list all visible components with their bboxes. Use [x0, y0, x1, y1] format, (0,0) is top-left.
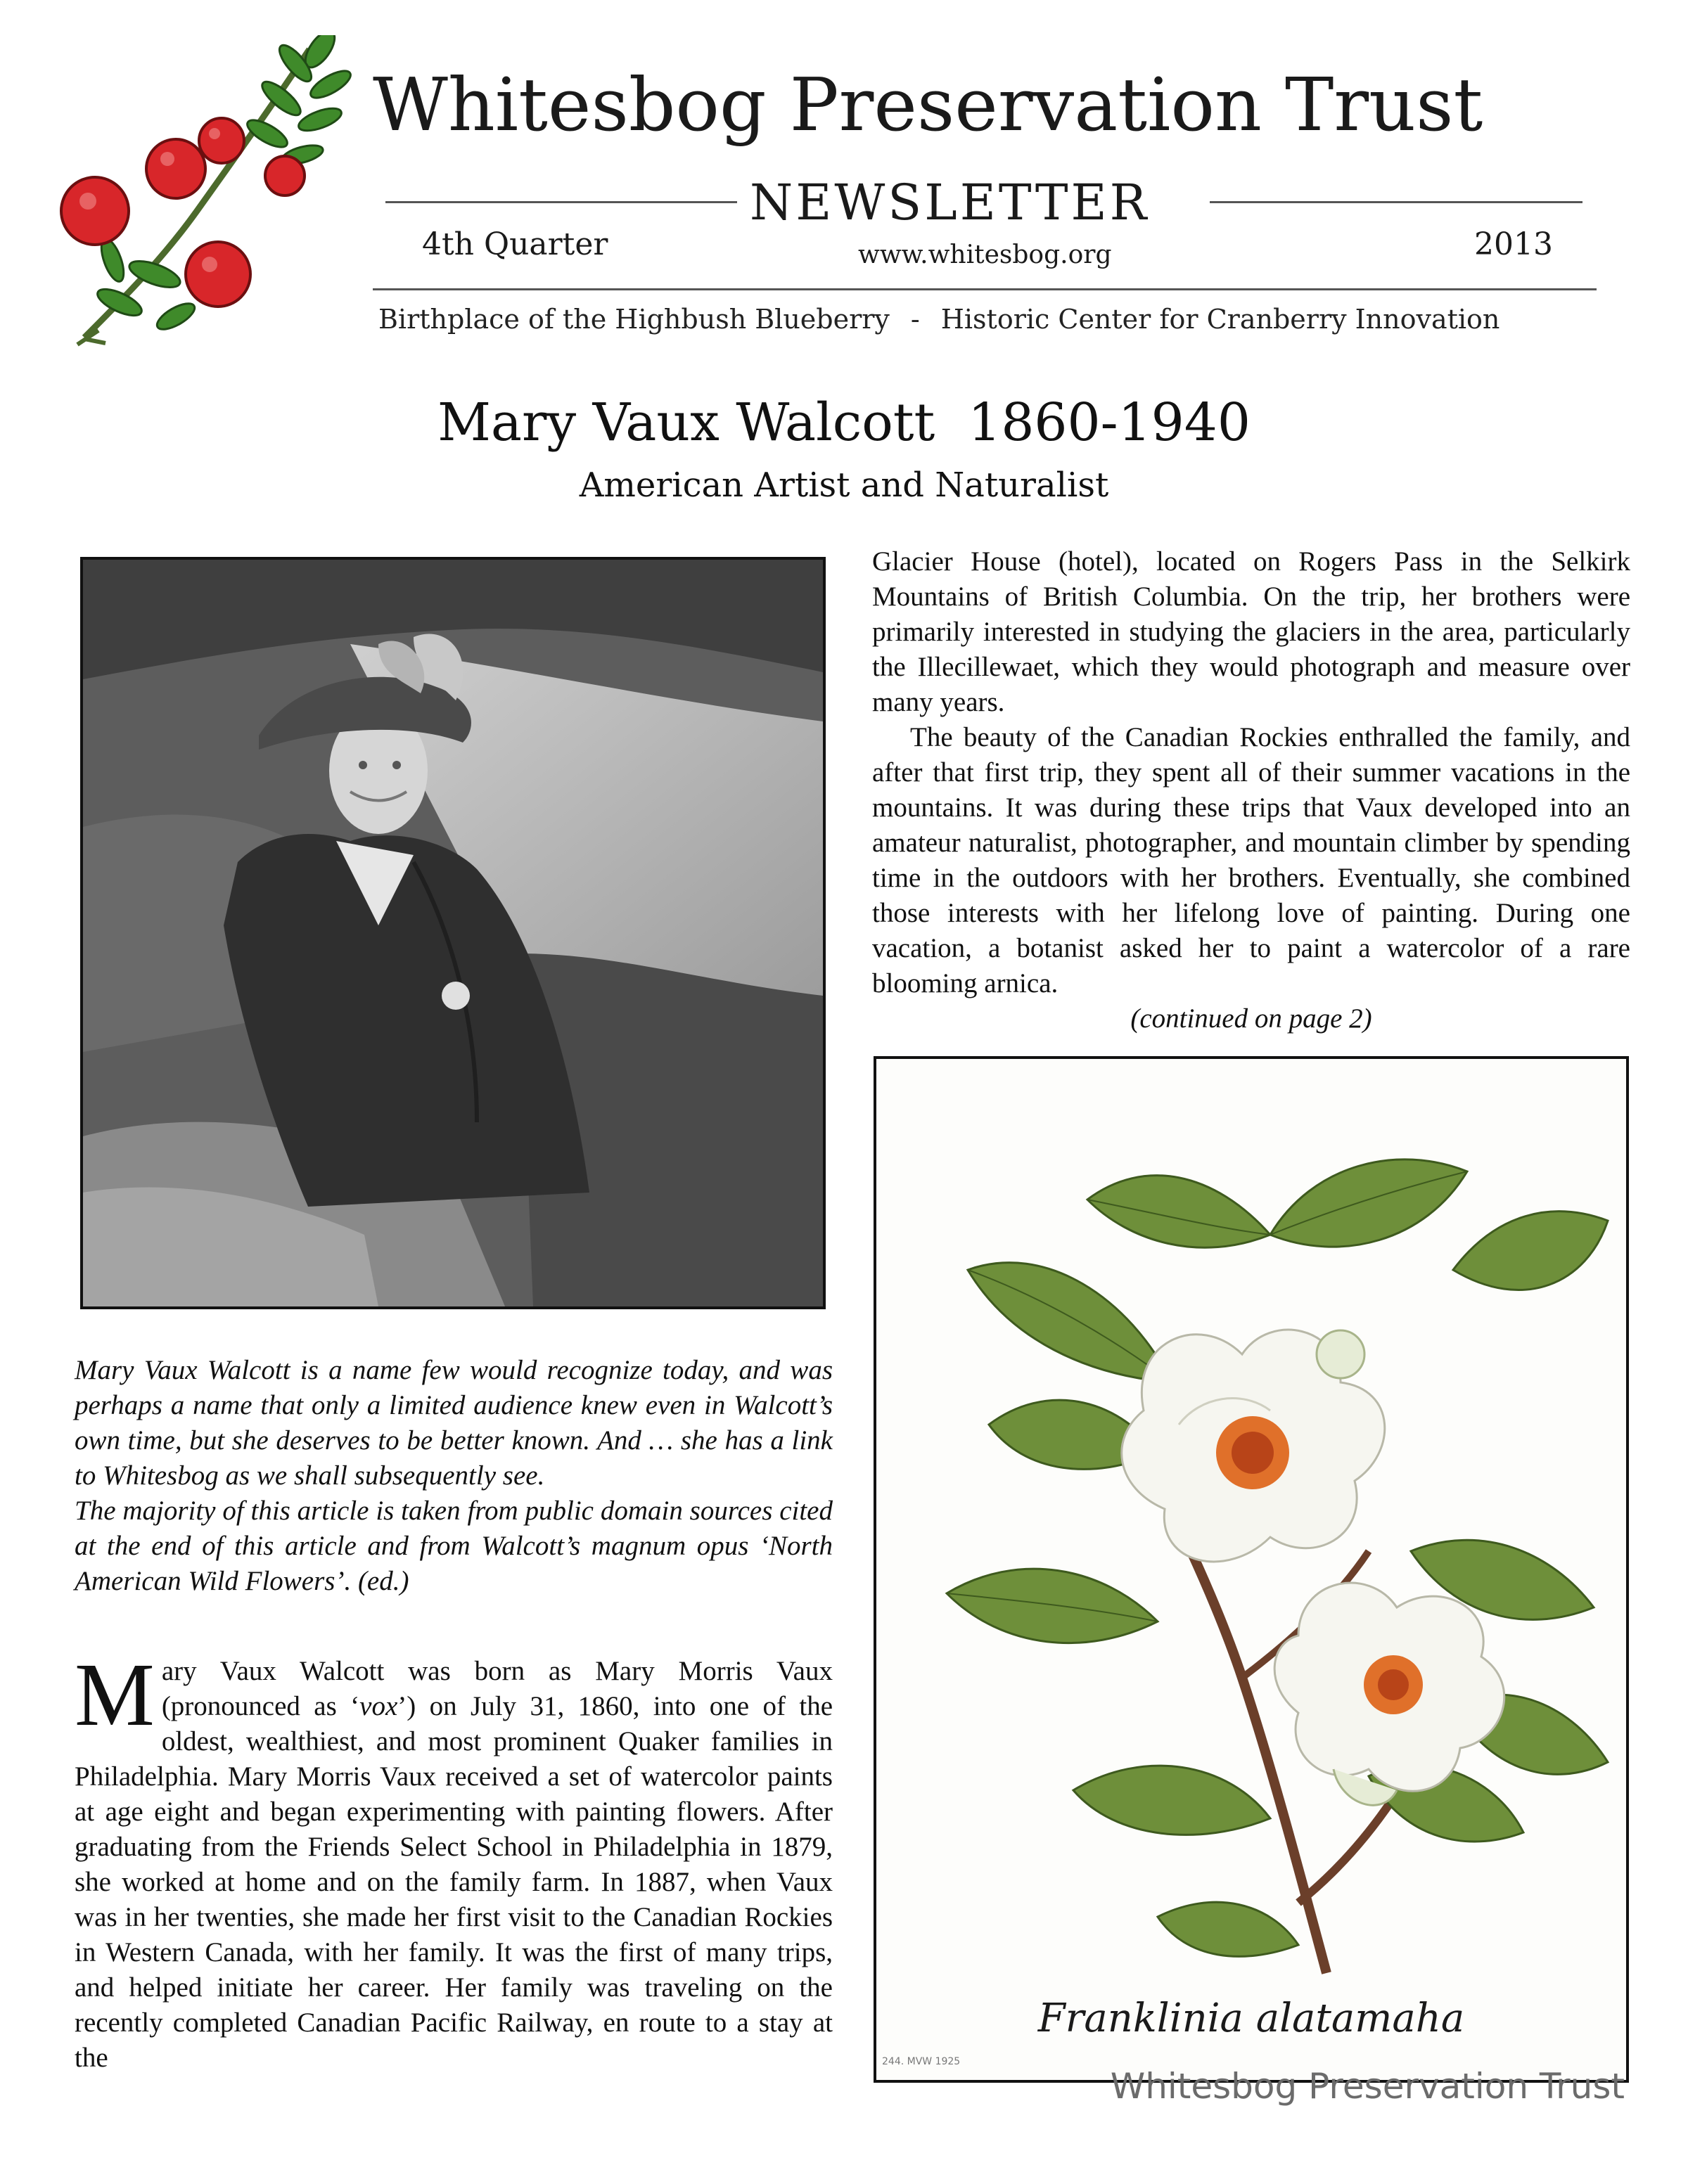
portrait-photo: [80, 557, 826, 1309]
footer-organization: Whitesbog Preservation Trust: [1110, 2066, 1625, 2107]
intro-paragraph-2: The majority of this article is taken from public domain sources cited at the end of this article and from Walcott’s magnum opus ‘North American Wild Flowers’. (ed.): [75, 1496, 833, 1596]
newsletter-label: NEWSLETTER: [750, 174, 1150, 231]
masthead-rule-right: [1210, 201, 1582, 203]
pronunciation-vox: vox: [359, 1691, 398, 1721]
article-intro: [75, 1353, 833, 1599]
masthead-rule-left: [385, 201, 737, 203]
masthead-tagline: [378, 304, 1602, 335]
drop-cap: M: [75, 1645, 155, 1745]
issue-year: 2013: [1474, 226, 1553, 262]
tagline-cranberry: Historic Center for Cranberry Innovation: [940, 304, 1500, 335]
franklinia-illustration: [876, 1059, 1626, 2080]
article-subtitle: American Artist and Naturalist: [579, 465, 1109, 505]
upper-flower: [1122, 1330, 1385, 1562]
portrait-photo-art: [83, 560, 823, 1306]
body-paragraph-1-part-b: ’) on July 31, 1860, into one of the oldest, wealthiest, and most prominent Quaker families in Philadelphia. Mary Morris Vaux received a set of watercolor paints at age eight and began experimenting with painting flowers. After graduating from the Friends Select School in Philadelphia in 1879, she worked at home and on the family farm. In 1887, when Vaux was in her twenties, she made her first visit to the Canadian Rockies in Western Canada, with her family. It was the first of many trips, and helped initiate her career. Her family was traveling on the recently completed Canadian Pacific Railway, en route to a stay at the: [75, 1691, 833, 2073]
article-body-right: [872, 544, 1630, 1001]
body-paragraph-1: [75, 1645, 833, 2076]
article-title: Mary Vaux Walcott 1860-1940: [437, 392, 1251, 453]
body-paragraph-3: The beauty of the Canadian Rockies enthralled the family, and after that first trip, they spent all of their summer vacations in the mountains. It was during these trips that Vaux developed into an amateur naturalist, photographer, and mountain climber by spending time in the outdoors with her brothers. Eventually, she combined those interests with her lifelong love of painting. During one vacation, a botanist asked her to paint a watercolor of a rare blooming arnica.: [872, 722, 1630, 998]
body-paragraph-1-part-a: ary Vaux Walcott was born as Mary Morris Vaux (pronounced as ‘: [161, 1656, 833, 1721]
masthead-rule-bottom: [373, 288, 1597, 290]
tagline-blueberry: Birthplace of the Highbush Blueberry: [378, 304, 890, 335]
website-url[interactable]: www.whitesbog.org: [858, 240, 1112, 269]
issue-quarter: 4th Quarter: [422, 226, 608, 262]
newsletter-masthead-title: Whitesbog Preservation Trust: [373, 62, 1483, 148]
cranberry-sprig-logo: [56, 35, 352, 352]
continued-notice[interactable]: (continued on page 2): [1130, 1003, 1372, 1034]
botanical-plate: [874, 1056, 1629, 2083]
intro-paragraph-1: Mary Vaux Walcott is a name few would recognize today, and was perhaps a name that only a limited audience knew even in Walcott’s own time, but she deserves to be better known. And … she has a link to Whitesbog as we shall subsequently see.: [75, 1355, 833, 1491]
article-body-left: [75, 1645, 833, 2076]
body-paragraph-2: Glacier House (hotel), located on Rogers Pass in the Selkirk Mountains of British Columbia. On the trip, her brothers were primarily interested in studying the glaciers in the area, particularly the Illecillewaet, which they would photograph and measure over many years.: [872, 546, 1630, 717]
lower-flower: [1274, 1583, 1504, 1805]
plate-caption: Franklinia alatamaha: [1037, 1996, 1465, 2041]
plate-number: 244. MVW 1925: [882, 2056, 961, 2067]
tagline-separator: -: [910, 304, 920, 335]
